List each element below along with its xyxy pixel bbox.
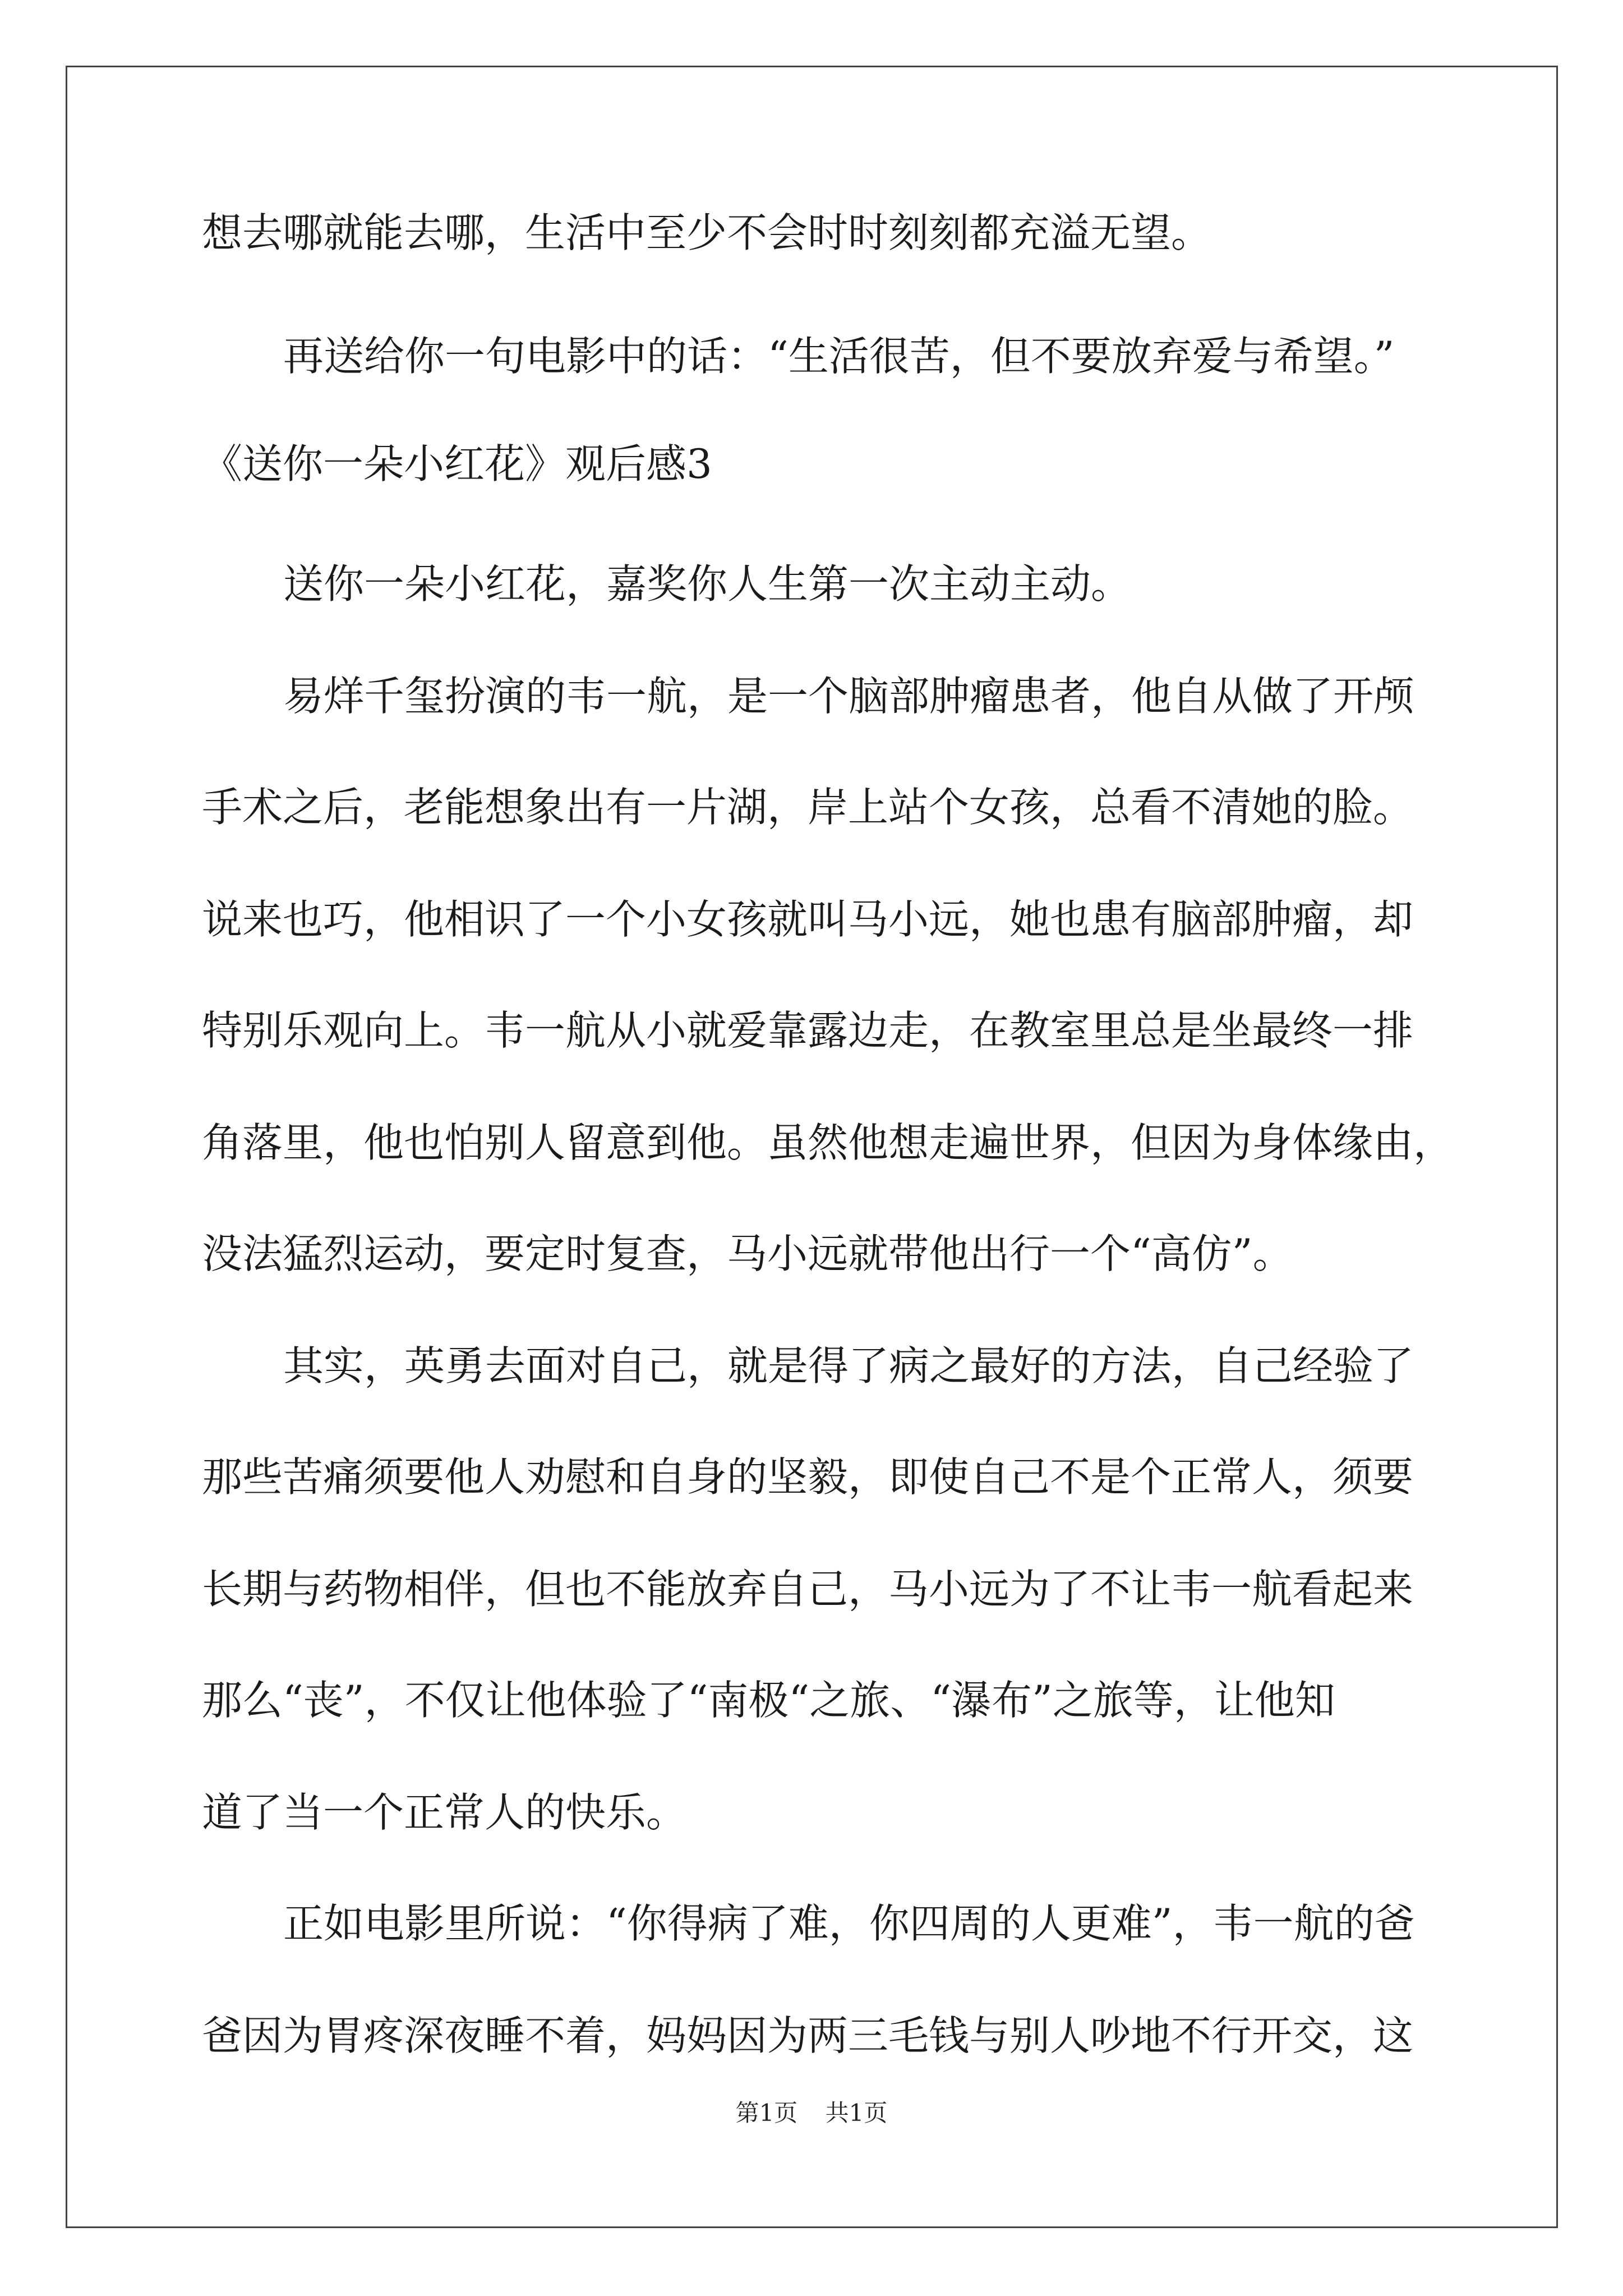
text-line: 那些苦痛须要他人劝慰和自身的坚毅，即使自己不是个正常人，须要: [202, 1453, 1414, 1501]
text-line: 再送给你一句电影中的话：“生活很苦，但不要放弃爱与希望。”: [283, 333, 1395, 380]
text-line: 特别乐观向上。韦一航从小就爱靠露边走，在教室里总是坐最终一排: [202, 1007, 1414, 1054]
section-heading: 《送你一朵小红花》观后感3: [202, 440, 712, 487]
page-footer: [0, 2099, 1623, 2127]
text-line: 易烊千玺扮演的韦一航，是一个脑部肿瘤患者，他自从做了开颅: [283, 673, 1414, 720]
text-line: 那么“丧”，不仅让他体验了“南极“之旅、“瀑布”之旅等，让他知: [202, 1677, 1335, 1724]
text-line: 送你一朵小红花，嘉奖你人生第一次主动主动。: [283, 560, 1132, 608]
page-number: 第1页: [735, 2099, 798, 2127]
text-line: 正如电影里所说：“你得病了难，你四周的人更难”，韦一航的爸: [283, 1900, 1415, 1947]
text-line: 角落里，他也怕别人留意到他。虽然他想走遍世界，但因为身体缘由，: [202, 1119, 1454, 1166]
text-line: 爸因为胃疼深夜睡不着，妈妈因为两三毛钱与别人吵地不行开交，这: [202, 2012, 1414, 2059]
text-line: 想去哪就能去哪，生活中至少不会时时刻刻都充溢无望。: [202, 209, 1212, 256]
page-total: 共1页: [825, 2099, 888, 2127]
text-line: 手术之后，老能想象出有一片湖，岸上站个女孩，总看不清她的脸。: [202, 784, 1414, 831]
text-line: 说来也巧，他相识了一个小女孩就叫马小远，她也患有脑部肿瘤，却: [202, 896, 1414, 943]
text-line: 其实，英勇去面对自己，就是得了病之最好的方法，自己经验了: [283, 1342, 1414, 1389]
text-line: 道了当一个正常人的快乐。: [202, 1789, 687, 1836]
text-line: 长期与药物相伴，但也不能放弃自己，马小远为了不让韦一航看起来: [202, 1566, 1414, 1613]
text-line: 没法猛烈运动，要定时复查，马小远就带他出行一个“高仿”。: [202, 1230, 1293, 1277]
